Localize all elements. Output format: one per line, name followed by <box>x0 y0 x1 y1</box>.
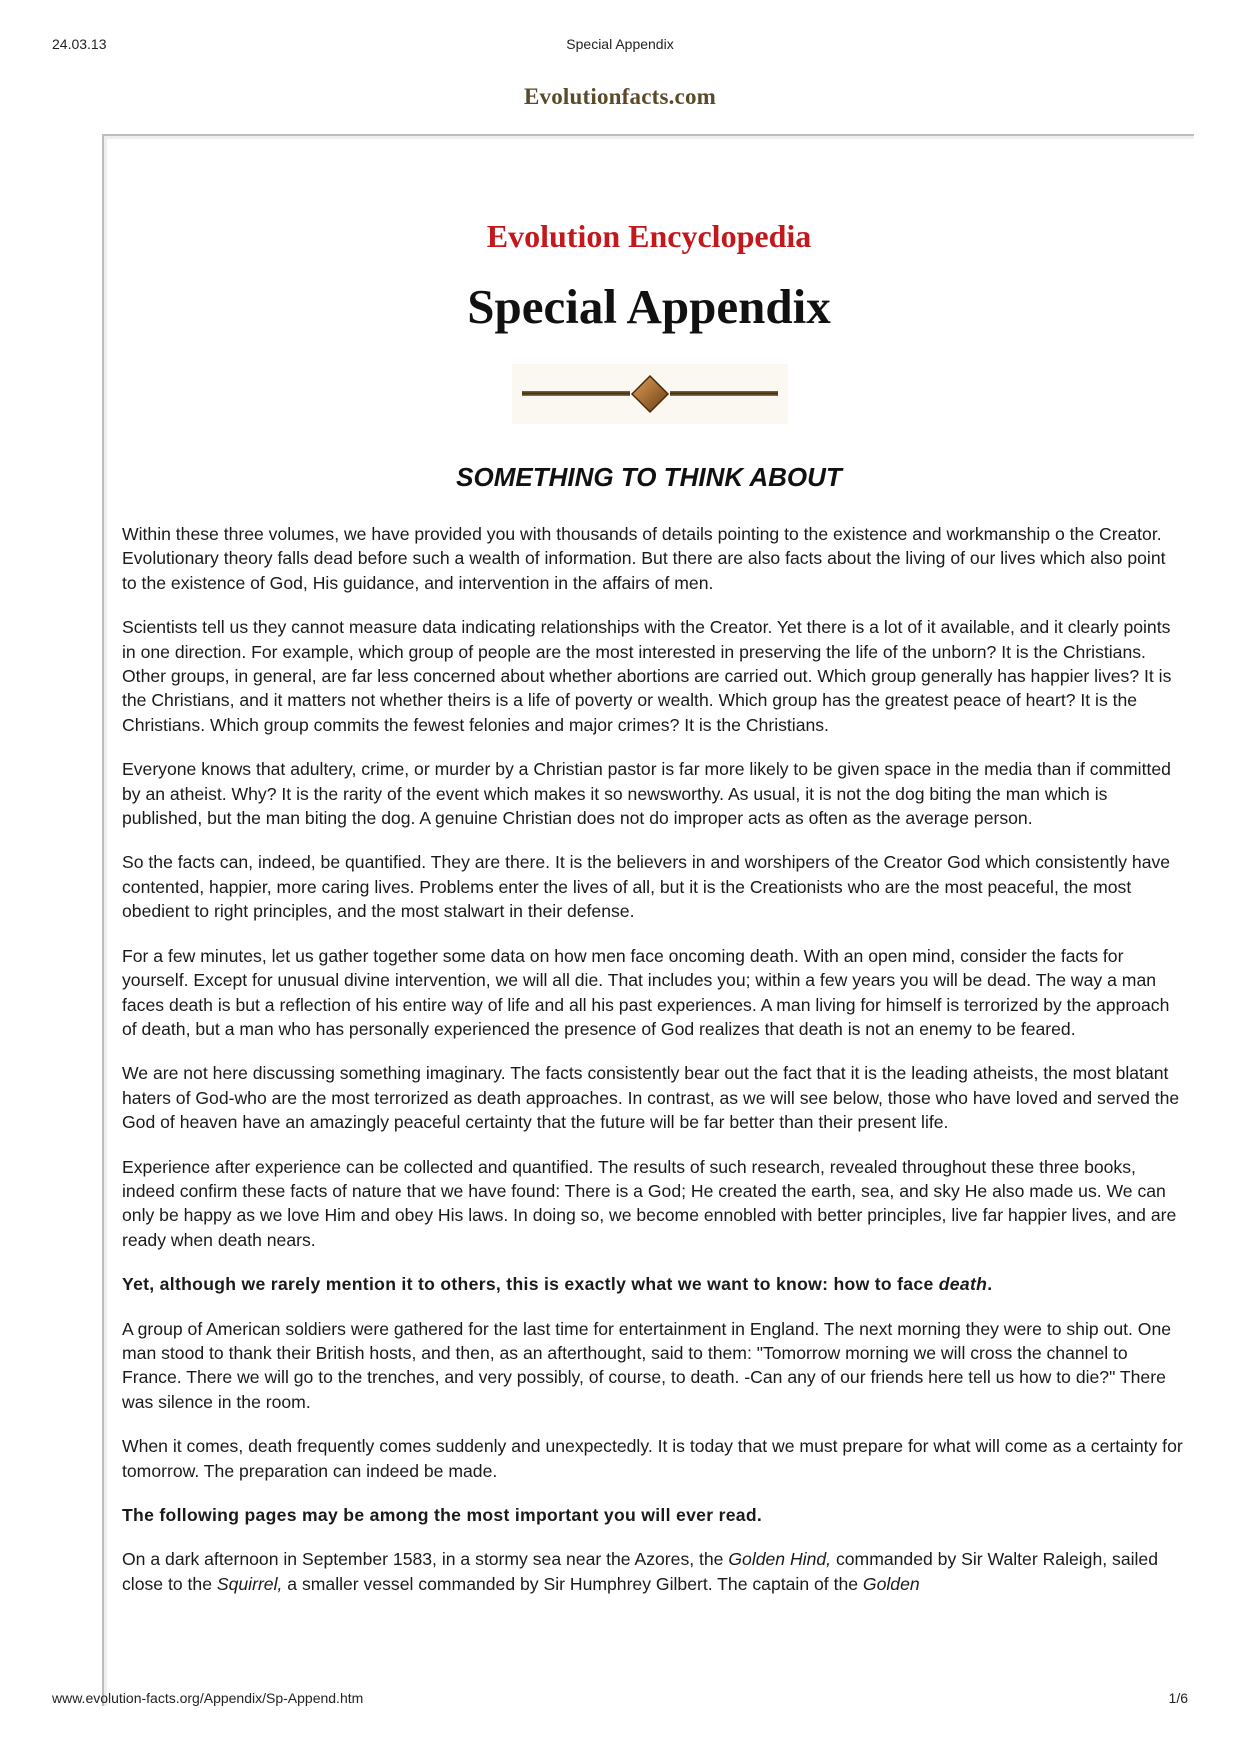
paragraph: On a dark afternoon in September 1583, in a stormy sea near the Azores, the Golden Hind, commanded by Sir Walter Raleigh, sailed close to the Squirrel, a smaller vessel commanded by Sir Humphrey Gilbert. The captain of the Golden <box>122 1549 1158 1594</box>
paragraph: Everyone knows that adultery, crime, or murder by a Christian pastor is far more likely to be given space in the media than if committed by an atheist. Why? It is the rarity of the event which makes it so newsworthy. As usual, it is not the dog biting the man which is published, but the man biting the dog. A genuine Christian does not do improper acts as often as the average person. <box>122 759 1171 829</box>
paragraph: For a few minutes, let us gather together some data on how men face oncoming death. With an open mind, consider the facts for yourself. Except for unusual divine intervention, we will all die. That includes you; within a few years you will be dead. The way a man faces death is but a reflection of his entire way of life and all his past experiences. A man living for himself is terrorized by the approach of death, but a man who has personally experienced the presence of God realizes that death is not an enemy to be feared. <box>122 945 1170 1039</box>
page-url-link[interactable]: www.evolution-facts.org/Appendix/Sp-Append.htm <box>52 1690 364 1706</box>
page-title: Special Appendix <box>467 279 831 334</box>
paragraph: So the facts can, indeed, be quantified. They are there. It is the believers in and worshipers of the Creator God which consistently have contented, happier, more caring lives. Problems enter the lives of all, but it is the Creationists who are the most peaceful, the most obedient to right principles, and the most stalwart in their defense. <box>122 852 1171 922</box>
print-header <box>0 36 1240 56</box>
paragraph: Experience after experience can be collected and quantified. The results of such research, revealed throughout these three books, indeed confirm these facts of nature that we have found: There is a God; He created the earth, sea, and sky He also made us. We can only be happy as we love Him and obey His laws. In doing so, we become ennobled with better principles, live far happier lives, and are ready when death nears. <box>122 1156 1177 1250</box>
paragraph: Within these three volumes, we have provided you with thousands of details pointing to the existence and workmanship o the Creator. Evolutionary theory falls dead before such a wealth of information. But there are also facts about the living of our lives which also point to the existence of God, His guidance, and intervention in the affairs of men. <box>122 524 1166 593</box>
diamond-divider-icon <box>512 364 788 424</box>
bold-statement: The following pages may be among the most important you will ever read. <box>122 1505 763 1525</box>
print-title: Special Appendix <box>566 36 674 52</box>
print-footer <box>0 1690 1240 1710</box>
paragraph: We are not here discussing something imaginary. The facts consistently bear out the fact that it is the leading atheists, the most blatant haters of God-who are the most terrorized as death approaches. In contrast, as we will see below, those who have loved and served the God of heaven have an amazingly peaceful certainty that the future will be far better than their present life. <box>122 1063 1180 1133</box>
ship-name: Squirrel, <box>216 1573 283 1594</box>
ship-name: Golden Hind, <box>728 1549 832 1570</box>
page-number: 1/6 <box>1168 1690 1188 1706</box>
ship-name: Golden <box>862 1573 920 1594</box>
section-heading: SOMETHING TO THINK ABOUT <box>456 462 842 492</box>
paragraph: When it comes, death frequently comes suddenly and unexpectedly. It is today that we must prepare for what will come as a certainty for tomorrow. The preparation can indeed be made. <box>122 1436 1183 1481</box>
encyclopedia-title: Evolution Encyclopedia <box>486 218 812 254</box>
paragraph: Scientists tell us they cannot measure data indicating relationships with the Creator. Yet there is a lot of it available, and it clearly points in one direction. For example, which group of people are the most interested in preserving the life of the unborn? It is the Christians. Other groups, in general, are far less concerned about whether abortions are carried out. Which group generally has happier lives? It is the Christians, and it matters not whether theirs is a life of poverty or wealth. Which group has the greatest peace of heart? It is the Christians. Which group commits the fewest felonies and major crimes? It is the Christians. <box>122 617 1172 735</box>
site-name-link[interactable]: Evolutionfacts.com <box>523 84 717 109</box>
paragraph: A group of American soldiers were gathered for the last time for entertainment in England. The next morning they were to ship out. One man stood to thank their British hosts, and then, as an afterthought, said to them: "Tomorrow morning we will cross the channel to France. There we will go to the trenches, and very possibly, of course, to death. -Can any of our friends here tell us how to die?" There was silence in the room. <box>122 1318 1172 1412</box>
bold-statement: Yet, although we rarely mention it to others, this is exactly what we want to know: how to face death. <box>122 1274 993 1295</box>
emphasis-death: death <box>938 1274 988 1295</box>
article-body <box>122 522 1184 1616</box>
print-date: 24.03.13 <box>52 36 107 52</box>
